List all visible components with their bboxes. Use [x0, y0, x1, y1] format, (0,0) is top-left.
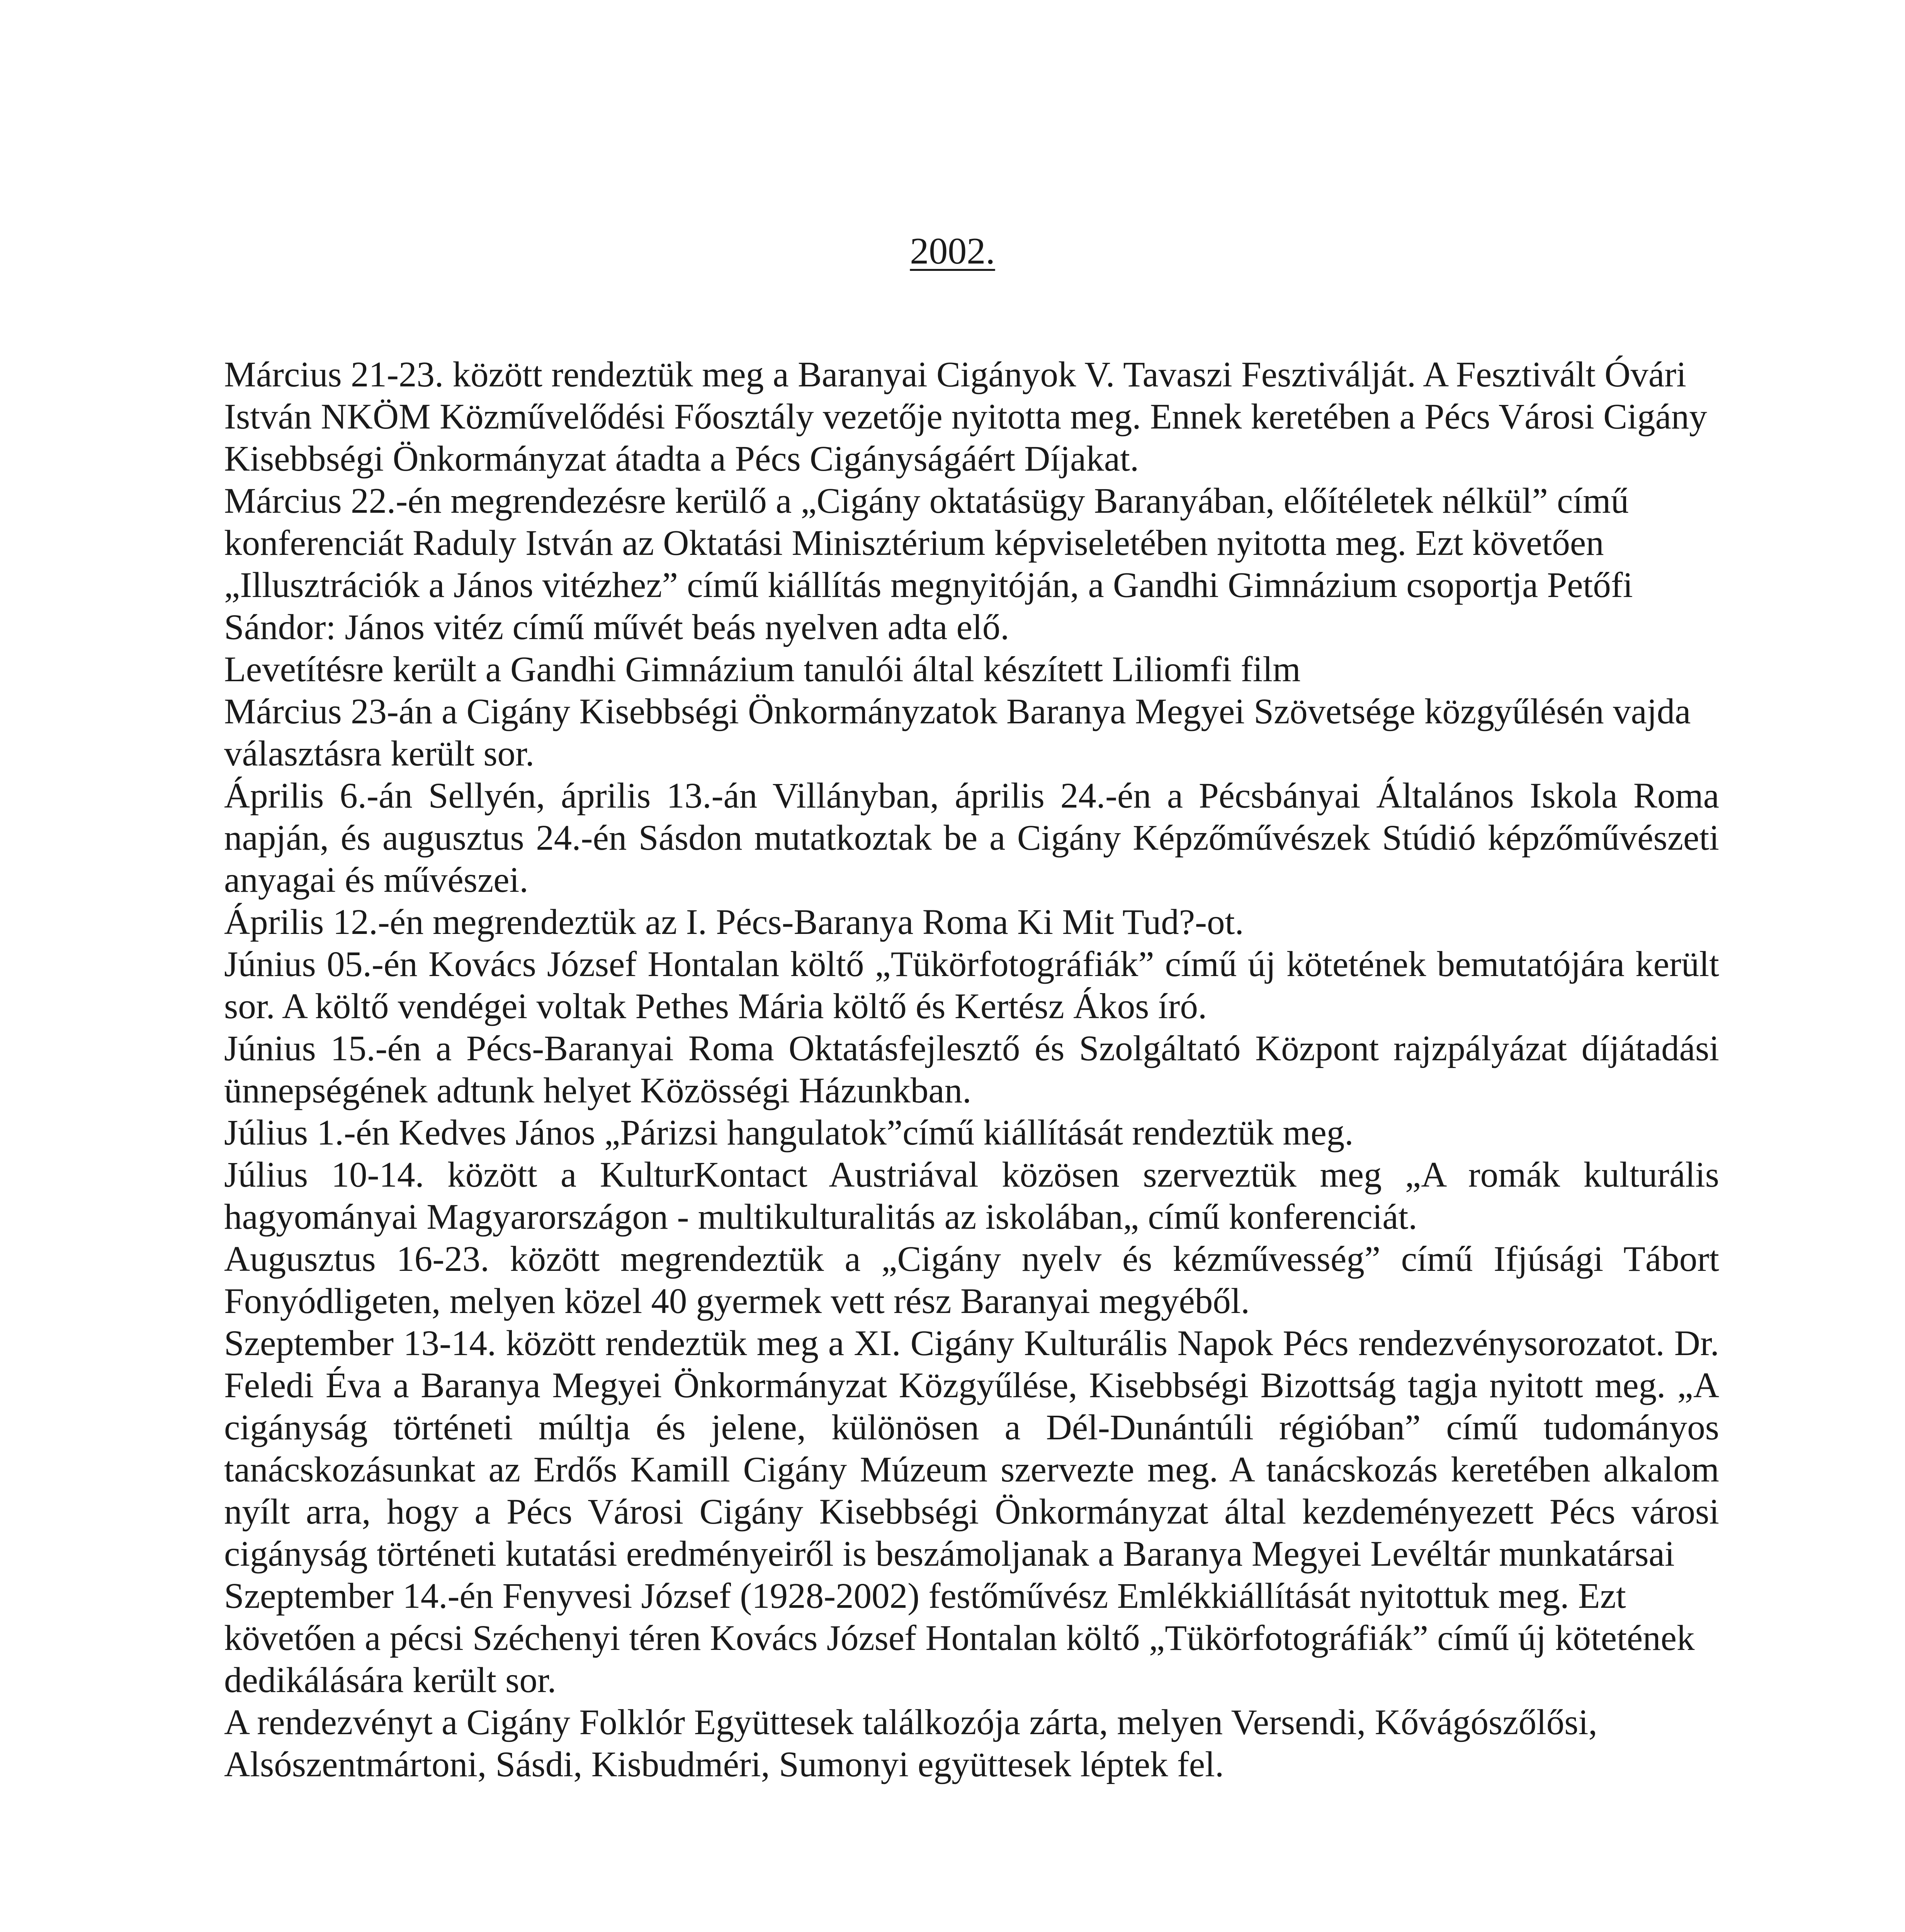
paragraph-marcius-23: Március 23-án a Cigány Kisebbségi Önkormányzatok Baranya Megyei Szövetsége közgyűlésén vajda választásra került sor. [224, 692, 1691, 774]
paragraph-marcius-21: Március 21-23. között rendeztük meg a Baranyai Cigányok V. Tavaszi Fesztiválját. A Fesztivált Óvári István NKÖM Közművelődési Főosztály vezetője nyitotta meg. Ennek keretében a Pécs Városi Cigány Kisebbségi Önkormányzat átadta a Pécs Cigányságáért Díjakat. [224, 355, 1707, 479]
paragraph-marcius-22: Március 22.-én megrendezésre kerülő a „Cigány oktatásügy Baranyában, előítéletek nélkül” című konferenciát Raduly István az Oktatási Minisztérium képviseletében nyitotta meg. Ezt követően „Illusztrációk a János vitézhez” című kiállítás megnyitóján, a Gandhi Gimnázium csoportja Petőfi Sándor: János vitéz című művét beás nyelven adta elő. [224, 481, 1633, 647]
paragraph-folklor-talalkozo: A rendezvényt a Cigány Folklór Együttesek találkozója zárta, melyen Versendi, Kővágószőlősi, Alsószentmártoni, Sásdi, Kisbudméri, Sumonyi együttesek léptek fel. [224, 1702, 1597, 1784]
page-title [0, 228, 1905, 274]
page-title-text: 2002. [910, 230, 995, 272]
paragraph-julius-10: Július 10-14. között a KulturKontact Austriával közösen szerveztük meg „A romák kulturális hagyományai Magyarországon - multikulturalitás az iskolában„ című konferenciát. [224, 1155, 1719, 1237]
paragraph-szeptember-14: Szeptember 14.-én Fenyvesi József (1928-2002) festőművész Emlékkiállítását nyitottuk meg. Ezt követően a pécsi Széchenyi téren Kovács József Hontalan költő „Tükörfotográfiák” című új kötetének dedikálására került sor. [224, 1576, 1695, 1700]
paragraph-szeptember-13: Szeptember 13-14. között rendeztük meg a XI. Cigány Kulturális Napok Pécs rendezvénysorozatot. Dr. Feledi Éva a Baranya Megyei Önkormányzat Közgyűlése, Kisebbségi Bizottság tagja nyitott meg. „A cigányság történeti múltja és jelene, különösen a Dél-Dunántúli régióban” című tudományos tanácskozásunkat az Erdős Kamill Cigány Múzeum szervezte meg. A tanácskozás keretében alkalom nyílt arra, hogy a Pécs Városi Cigány Kisebbségi Önkormányzat által kezdeményezett Pécs városi cigányság történeti kutatási eredményeiről is beszámoljanak a Baranya Megyei Levéltár munkatársai [224, 1323, 1719, 1574]
paragraph-aprilis-12: Április 12.-én megrendeztük az I. Pécs-Baranya Roma Ki Mit Tud?-ot. [224, 902, 1244, 942]
paragraph-junius-05: Június 05.-én Kovács József Hontalan költő „Tükörfotográfiák” című új kötetének bemutatójára került sor. A költő vendégei voltak Pethes Mária költő és Kertész Ákos író. [224, 944, 1719, 1026]
paragraph-aprilis-6: Április 6.-án Sellyén, április 13.-án Villányban, április 24.-én a Pécsbányai Általános Iskola Roma napján, és augusztus 24.-én Sásdon mutatkoztak be a Cigány Képzőművészek Stúdió képzőművészeti anyagai és művészei. [224, 776, 1719, 900]
document-body [224, 354, 1719, 1786]
paragraph-julius-1: Július 1.-én Kedves János „Párizsi hangulatok”című kiállítását rendeztük meg. [224, 1113, 1354, 1153]
paragraph-junius-15: Június 15.-én a Pécs-Baranyai Roma Oktatásfejlesztő és Szolgáltató Központ rajzpályázat díjátadási ünnepségének adtunk helyet Közösségi Házunkban. [224, 1029, 1719, 1111]
paragraph-levetites: Levetítésre került a Gandhi Gimnázium tanulói által készített Liliomfi film [224, 650, 1301, 689]
paragraph-augusztus-16: Augusztus 16-23. között megrendeztük a „Cigány nyelv és kézművesség” című Ifjúsági Tábort Fonyódligeten, melyen közel 40 gyermek vett rész Baranyai megyéből. [224, 1239, 1719, 1321]
